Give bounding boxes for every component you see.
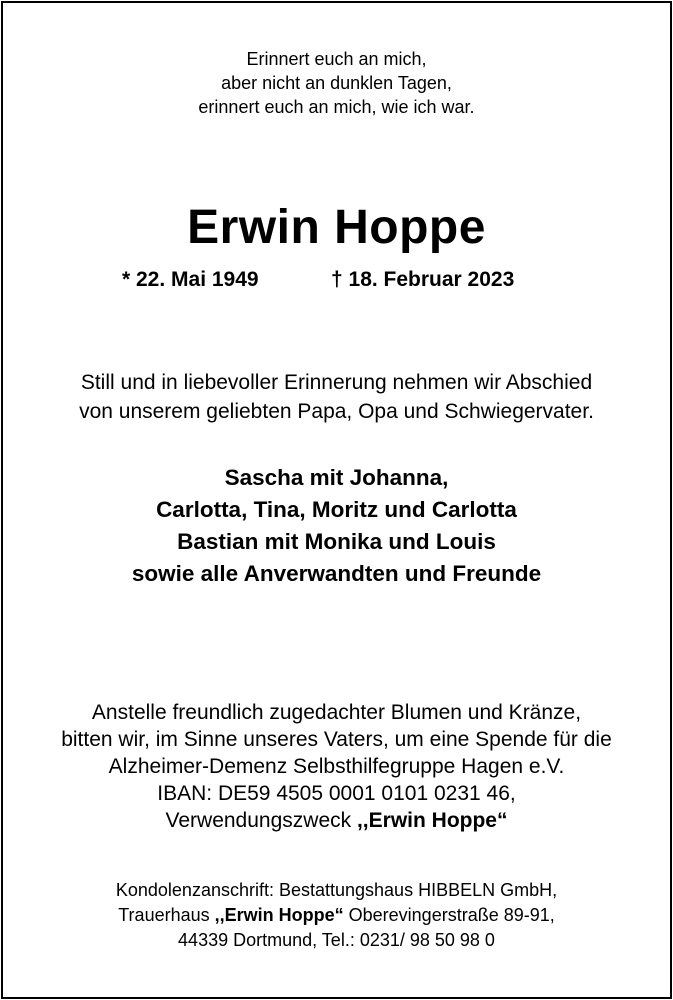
donation-iban: IBAN: DE59 4505 0001 0101 0231 46, xyxy=(157,782,516,805)
deceased-name: Erwin Hoppe xyxy=(187,201,486,254)
contact-street: Oberevingerstraße 89-91, xyxy=(343,905,555,925)
contact-line xyxy=(0,903,673,928)
poem-line: Erinnert euch an mich, xyxy=(246,49,427,69)
contact-prefix: Trauerhaus xyxy=(118,905,215,925)
mourner-line: Bastian mit Monika und Louis xyxy=(177,529,496,554)
contact-bold-name: ,,Erwin Hoppe“ xyxy=(214,905,344,925)
farewell-line: Still und in liebevoller Erinnerung nehmen wir Abschied xyxy=(80,371,593,394)
donation-line: Anstelle freundlich zugedachter Blumen und Kränze, xyxy=(91,701,582,724)
farewell-text xyxy=(0,368,673,426)
mourner-line: Sascha mit Johanna, xyxy=(224,465,449,490)
poem xyxy=(0,47,673,119)
donation-recipient: Alzheimer-Demenz Selbsthilfegruppe Hagen e.V. xyxy=(108,755,565,778)
contact-phone-line: 44339 Dortmund, Tel.: 0231/ 98 50 98 0 xyxy=(178,930,495,950)
donation-line: bitten wir, im Sinne unseres Vaters, um eine Spende für die xyxy=(61,728,612,751)
donation-request xyxy=(0,699,673,834)
poem-line: aber nicht an dunklen Tagen, xyxy=(221,73,452,93)
mourner-line: sowie alle Anverwandten und Freunde xyxy=(131,561,542,586)
farewell-line: von unserem geliebten Papa, Opa und Schwiegervater. xyxy=(79,400,594,423)
purpose-value: ,,Erwin Hoppe“ xyxy=(356,809,508,832)
condolence-address xyxy=(0,878,673,953)
poem-line: erinnert euch an mich, wie ich war. xyxy=(198,97,475,117)
birth-date: * 22. Mai 1949 xyxy=(122,268,259,291)
mourners-list xyxy=(0,462,673,590)
purpose-label: Verwendungszweck xyxy=(165,809,357,832)
contact-line: Kondolenzanschrift: Bestattungshaus HIBBELN GmbH, xyxy=(115,880,558,900)
death-date: † 18. Februar 2023 xyxy=(331,268,515,291)
mourner-line: Carlotta, Tina, Moritz und Carlotta xyxy=(156,497,517,522)
donation-purpose xyxy=(0,807,673,834)
